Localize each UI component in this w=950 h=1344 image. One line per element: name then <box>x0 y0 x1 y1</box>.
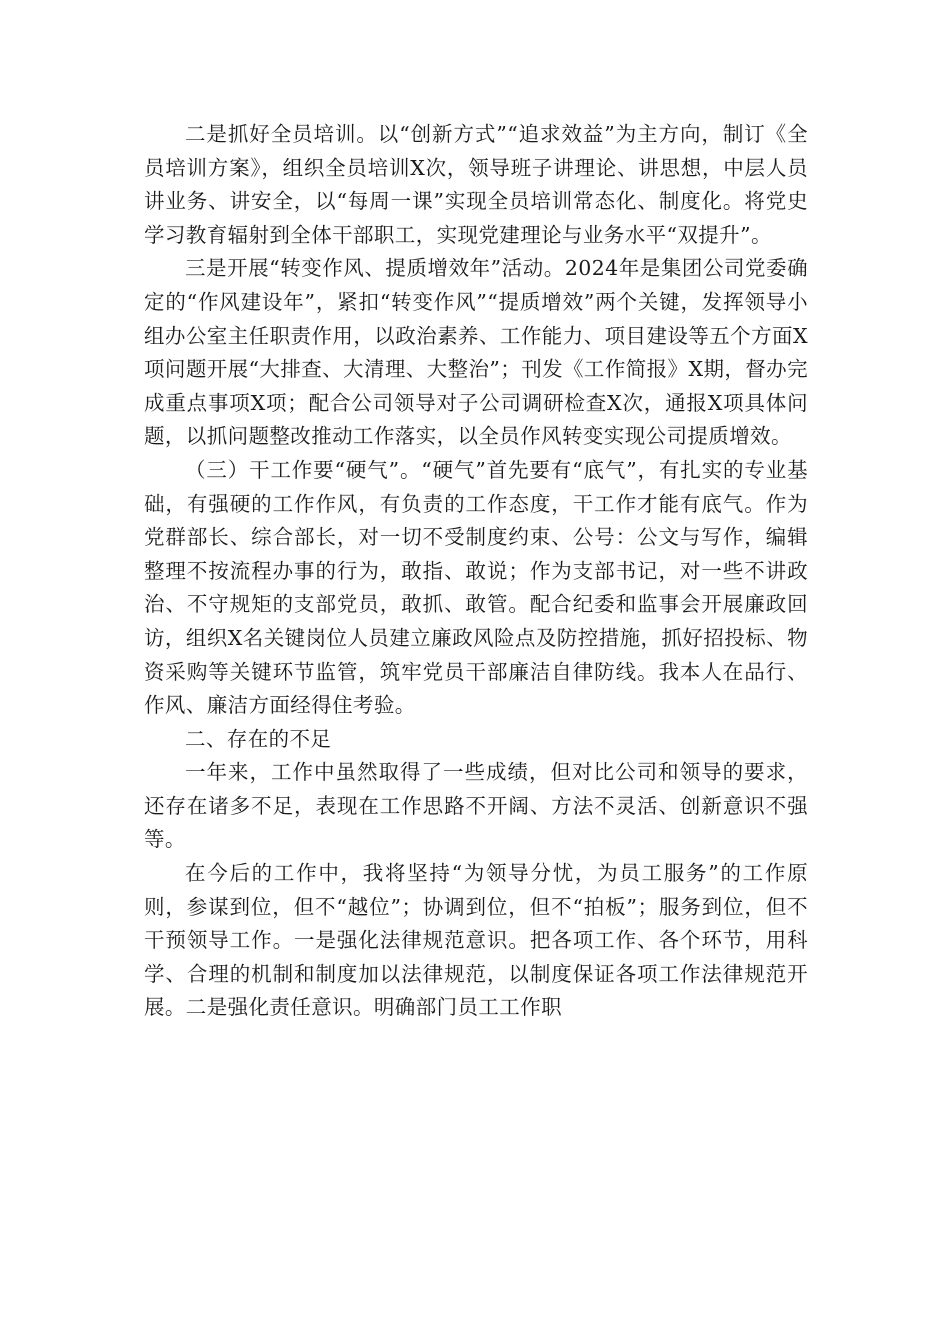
paragraph-future-work: 在今后的工作中，我将坚持“为领导分忧，为员工服务”的工作原则，参谋到位，但不“越位”；协调到位，但不“拍板”；服务到位，但不干预领导工作。一是强化法律规范意识。把各项工作、各个环节，用科学、合理的机制和制度加以法律规范，以制度保证各项工作法律规范开展。二是强化责任意识。明确部门员工工作职 <box>144 861 808 1020</box>
paragraph-work-style-campaign: 三是开展“转变作风、提质增效年”活动。2024年是集团公司党委确定的“作风建设年”，紧扣“转变作风”“提质增效”两个关键，发挥领导小组办公室主任职责作用，以政治素养、工作能力、项目建设等五个方面X项问题开展“大排查、大清理、大整治”；刊发《工作简报》X期，督办完成重点事项X项；配合公司领导对子公司调研检查X次，通报X项具体问题，以抓问题整改推动工作落实，以全员作风转变实现公司提质增效。 <box>144 256 808 449</box>
paragraph-shortcomings: 一年来，工作中虽然取得了一些成绩，但对比公司和领导的要求，还存在诸多不足，表现在工作思路不开阔、方法不灵活、创新意识不强等。 <box>144 760 808 852</box>
document-page <box>144 118 808 1025</box>
paragraph-staff-training: 二是抓好全员培训。以“创新方式”“追求效益”为主方向，制订《全员培训方案》，组织全员培训X次，领导班子讲理论、讲思想，中层人员讲业务、讲安全，以“每周一课”实现全员培训常态化、制度化。将党史学习教育辐射到全体干部职工，实现党建理论与业务水平“双提升”。 <box>144 122 808 247</box>
paragraph-work-toughness: （三）干工作要“硬气”。“硬气”首先要有“底气”，有扎实的专业基础，有强硬的工作作风，有负责的工作态度，干工作才能有底气。作为党群部长、综合部长，对一切不受制度约束、公号：公文与写作，编辑整理不按流程办事的行为，敢指、敢说；作为支部书记，对一些不讲政治、不守规矩的支部党员，敢抓、敢管。配合纪委和监事会开展廉政回访，组织X名关键岗位人员建立廉政风险点及防控措施，抓好招投标、物资采购等关键环节监管，筑牢党员干部廉洁自律防线。我本人在品行、作风、廉洁方面经得住考验。 <box>144 457 808 718</box>
section-heading-shortcomings: 二、存在的不足 <box>185 726 332 751</box>
